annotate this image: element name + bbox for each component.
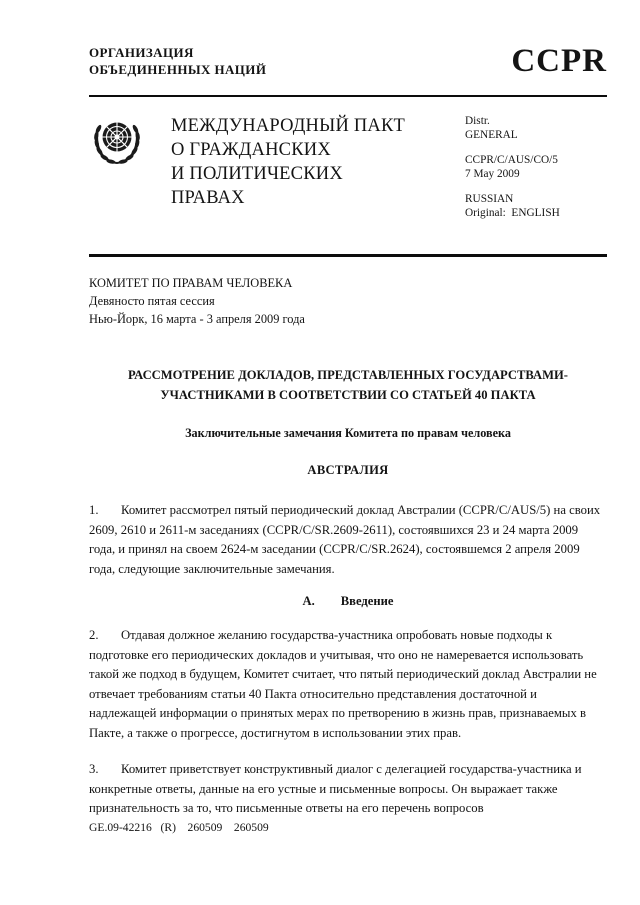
paragraph-1: [89, 501, 607, 579]
session-block: [89, 274, 607, 328]
doc-date: 7 May 2009: [465, 167, 520, 180]
masthead: [89, 114, 607, 232]
section-a-title: Введение: [340, 594, 394, 608]
paragraph-1-number: 1.: [89, 503, 99, 517]
covenant-title-line3: И ПОЛИТИЧЕСКИХ: [171, 164, 343, 184]
paragraph-3: [89, 760, 607, 819]
series-symbol: CCPR: [511, 43, 607, 79]
doc-info-block: [465, 114, 607, 232]
report-subtitle: Заключительные замечания Комитета по правам человека: [185, 426, 511, 440]
paragraph-3-number: 3.: [89, 762, 99, 776]
covenant-title: [171, 114, 465, 232]
doc-symbol: CCPR/C/AUS/CO/5: [465, 154, 558, 166]
doc-original-language: Original: ENGLISH: [465, 206, 560, 219]
org-name-line1: ОРГАНИЗАЦИЯ: [89, 45, 194, 60]
org-name: [89, 44, 266, 78]
document-header: [89, 44, 607, 78]
covenant-title-line4: ПРАВАХ: [171, 188, 245, 208]
session-number: Девяносто пятая сессия: [89, 294, 215, 308]
paragraph-2: [89, 626, 607, 743]
org-name-line2: ОБЪЕДИНЕННЫХ НАЦИЙ: [89, 62, 267, 77]
distr-value: GENERAL: [465, 128, 518, 141]
section-a-label: A.: [302, 594, 315, 608]
report-title-line1: РАССМОТРЕНИЕ ДОКЛАДОВ, ПРЕДСТАВЛЕННЫХ ГОСУДАРСТВАМИ-: [128, 368, 568, 382]
country-heading: АВСТРАЛИЯ: [307, 463, 389, 477]
doc-language: RUSSIAN: [465, 193, 514, 205]
paragraph-1-text: Комитет рассмотрел пятый периодический доклад Австралии (CCPR/C/AUS/5) на своих 2609, 2610 и 2611-м заседаниях (CCPR/C/SR.2609-2611), состоявшихся 23 и 24 марта 2009 года, и принял на своем 2624-м заседании (CCPR/C/SR.2624), состоявшемся 2 апреля 2009 года, следующие заключительные замечания.: [89, 503, 601, 576]
un-emblem-icon: [89, 117, 145, 232]
report-title: [89, 365, 607, 405]
paragraph-3-text: Комитет приветствует конструктивный диалог с делегацией государства-участника и конкретные ответы, данные на его устные и письменные вопросы. Он выражает также признательность за то, что письменные ответы на его перечень вопросов: [89, 762, 582, 815]
section-a-heading: [89, 594, 607, 609]
distr-label: Distr.: [465, 115, 490, 127]
paragraph-2-number: 2.: [89, 628, 99, 642]
covenant-title-line1: МЕЖДУНАРОДНЫЙ ПАКТ: [171, 116, 406, 136]
footer-reference: GE.09-42216 (R) 260509 260509: [89, 821, 269, 834]
report-title-line2: УЧАСТНИКАМИ В СООТВЕТСТВИИ СО СТАТЬЕЙ 40 ПАКТА: [160, 388, 536, 402]
covenant-title-line2: О ГРАЖДАНСКИХ: [171, 140, 331, 160]
masthead-rule: [89, 254, 607, 257]
paragraph-2-text: Отдавая должное желанию государства-участника опробовать новые подходы к подготовке его периодических докладов и учитывая, что оно не намеревается использовать такой же подход в будущем, Комитет считает, что пятый периодический доклад Австралии не отвечает требованиям статьи 40 Пакта относительно представления достаточной и надлежащей информации о принятых мерах по претворению в жизнь прав, признаваемых в Пакте, а также о прогрессе, достигнутом в использовании этих прав.: [89, 628, 597, 740]
header-rule: [89, 95, 607, 97]
committee-name: КОМИТЕТ ПО ПРАВАМ ЧЕЛОВЕКА: [89, 276, 293, 290]
session-venue-dates: Нью-Йорк, 16 марта - 3 апреля 2009 года: [89, 312, 305, 326]
